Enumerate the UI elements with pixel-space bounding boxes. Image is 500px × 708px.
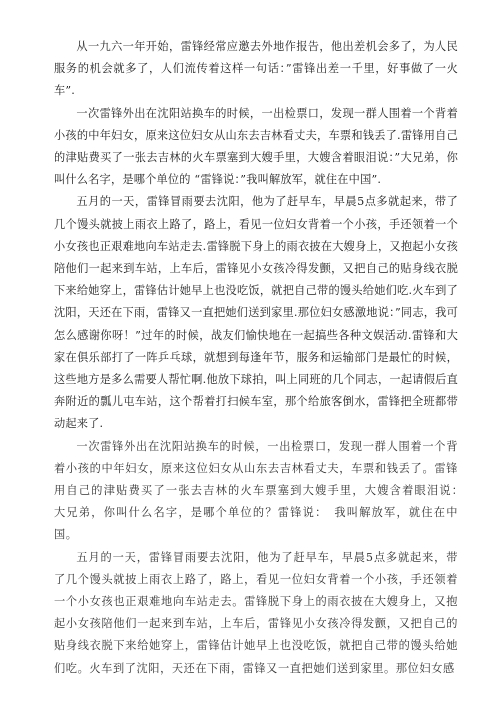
document-page	[54, 36, 470, 680]
paragraph-3: 五月的一天，雷锋冒雨要去沈阳，他为了赶早车，早晨5点多就起来，带了几个馒头就披上雨衣上路了，路上，看见一位妇女背着一个小孩，手还领着一个小女孩也正艰难地向车站走去.雷锋脱下身上的雨衣披在大嫂身上，又抱起小女孩陪他们一起来到车站，上车后，雷锋见小女孩冷得发颤，又把自己的贴身线衣脱下来给她穿上，雷锋估计她早上也没吃饭，就把自己带的馒头给她们吃.火车到了沈阳，天还在下雨，雷锋又一直把她们送到家里.那位妇女感激地说：”同志，我可怎么感谢你呀！”过年的时候，战友们愉快地在一起搞些各种文娱活动.雷锋和大家在俱乐部打了一阵乒乓球，就想到每逢年节，服务和运输部门是最忙的时候，这些地方是多么需要人帮忙啊.他放下球拍，叫上同班的几个同志，一起请假后直奔附近的瓢儿屯车站，这个帮着打扫候车室，那个给旅客倒水，雷锋把全班都带动起来了.	[54, 195, 458, 431]
paragraph-4: 一次雷锋外出在沈阳站换车的时候，一出检票口，发现一群人围着一个背着小孩的中年妇女，原来这位妇女从山东去吉林看丈夫，车票和钱丢了。雷锋用自己的津贴费买了一张去吉林的火车票塞到大嫂手里，大嫂含着眼泪说： 大兄弟，你叫什么名字，是哪个单位的？雷锋说： 我叫解放军，就住在中国。	[54, 439, 470, 542]
paragraph-2: 一次雷锋外出在沈阳站换车的时候，一出检票口，发现一群人围着一个背着小孩的中年妇女，原来这位妇女从山东去吉林看丈夫，车票和钱丢了.雷锋用自己的津贴费买了一张去吉林的火车票塞到大嫂手里，大嫂含着眼泪说：”大兄弟，你叫什么名字，是哪个单位的 “雷锋说：”我叫解放军，就住在中国”.	[54, 106, 458, 187]
paragraph-5: 五月的一天，雷锋冒雨要去沈阳，他为了赶早车，早晨5点多就起来，带了几个馒头就披上雨衣上路了，路上，看见一位妇女背着一个小孩，手还领着一个小女孩也正艰难地向车站走去。雷锋脱下身上的雨衣披在大嫂身上，又抱起小女孩陪他们一起来到车站，上车后，雷锋见小女孩冷得发颤，又把自己的贴身线衣脱下来给她穿上，雷锋估计她早上也没吃饭，就把自己带的馒头给她们吃。火车到了沈阳，天还在下雨，雷锋又一直把她们送到家里。那位妇女感	[54, 550, 458, 675]
paragraph-1: 从一九六一年开始，雷锋经常应邀去外地作报告，他出差机会多了，为人民服务的机会就多了，人们流传着这样一句话：”雷锋出差一千里，好事做了一火车”.	[54, 40, 458, 98]
